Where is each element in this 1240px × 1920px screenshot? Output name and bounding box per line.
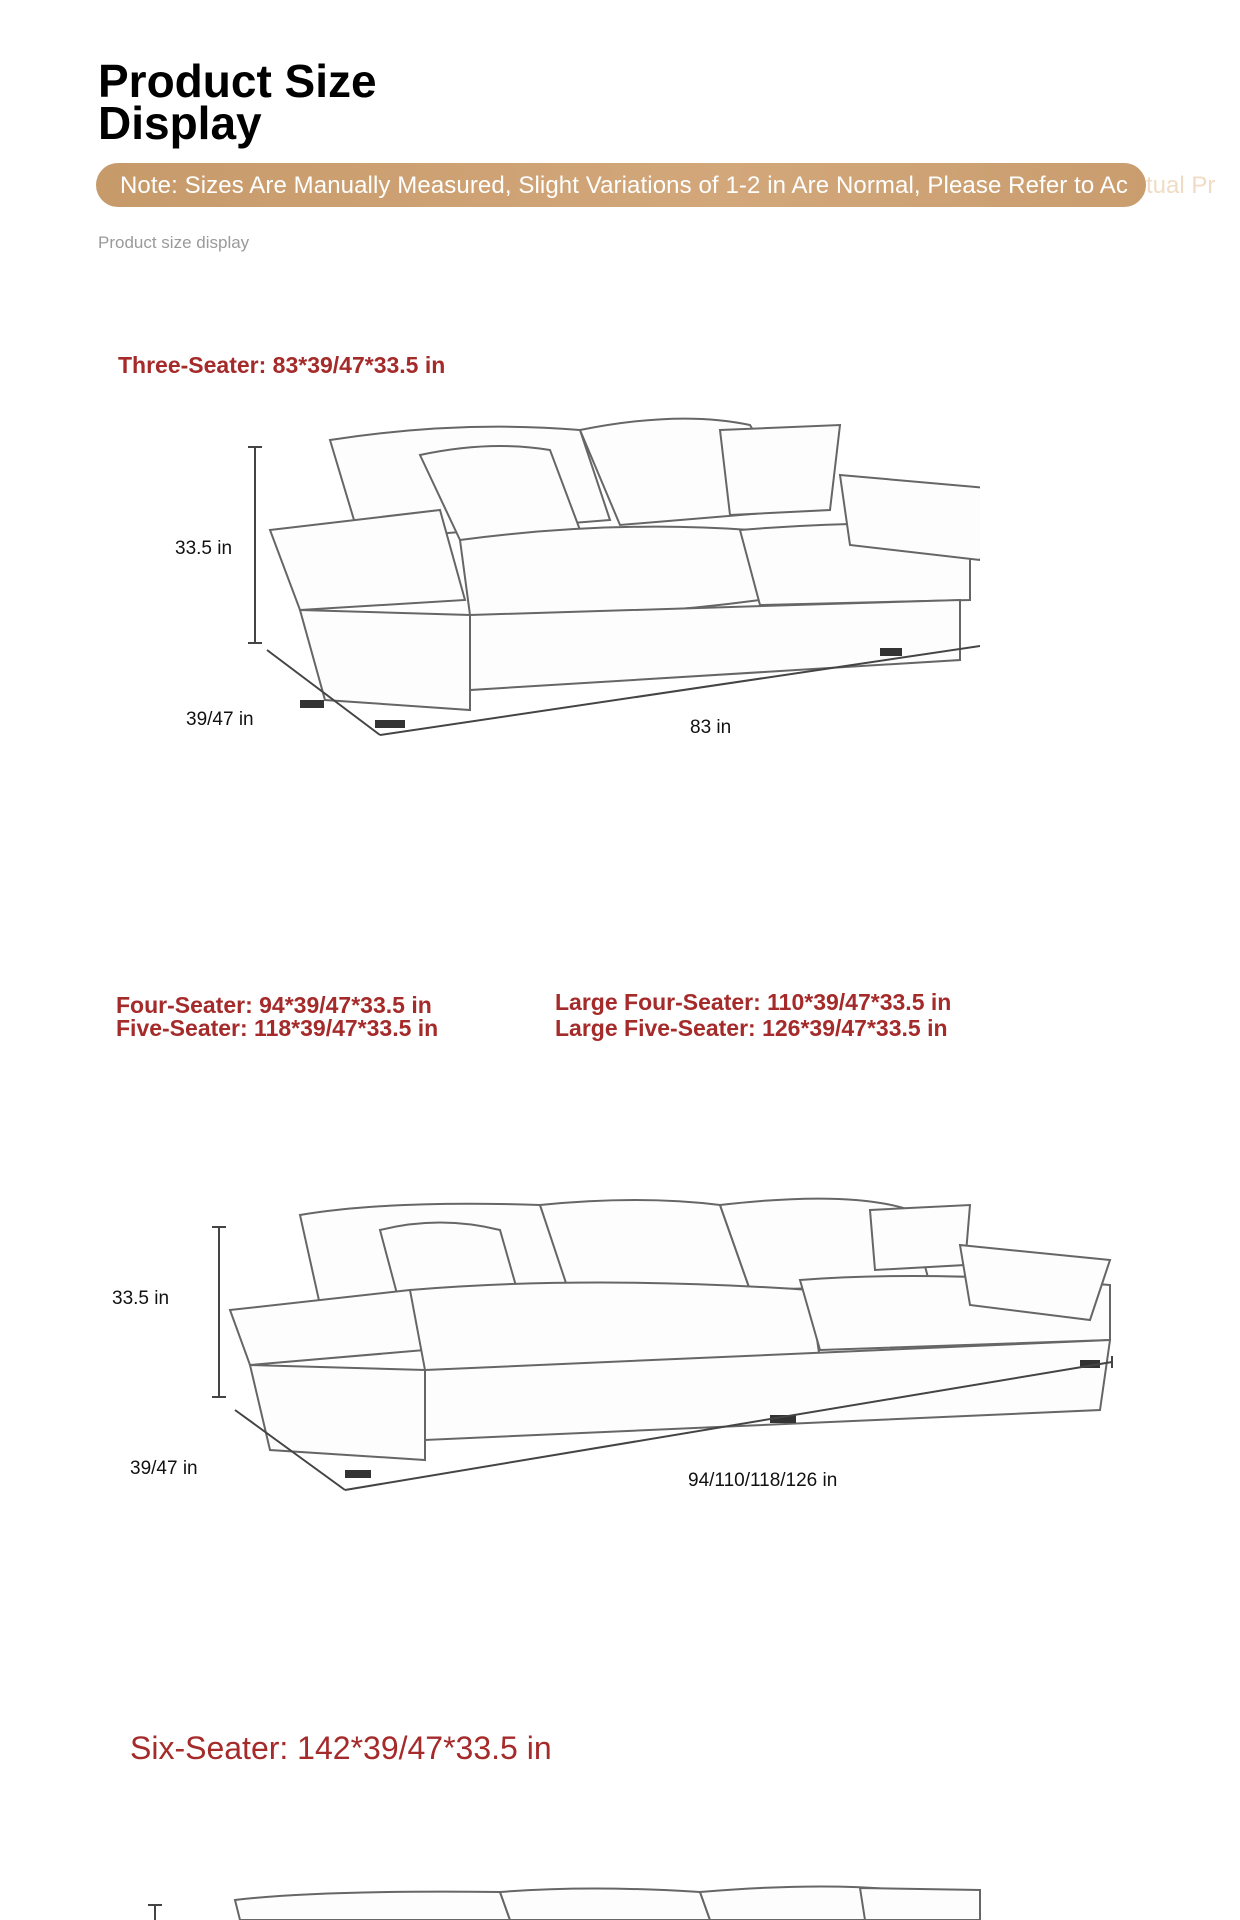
page-title: Product Size Display — [98, 55, 377, 149]
five-seater-width-label: 94/110/118/126 in — [688, 1470, 838, 1491]
three-seater-spec: Three-Seater: 83*39/47*33.5 in — [118, 352, 446, 378]
five-seater-spec: Five-Seater: 118*39/47*33.5 in — [116, 1015, 439, 1041]
three-seater-height-label: 33.5 in — [175, 538, 233, 559]
note-overflow-text: tual Pr — [1146, 172, 1216, 199]
five-seater-dimension-lines — [0, 1200, 1240, 1500]
three-seater-depth-label: 39/47 in — [186, 709, 254, 730]
note-banner — [96, 163, 1146, 207]
six-seater-sofa-illustration — [140, 1870, 1000, 1920]
five-seater-depth-label: 39/47 in — [130, 1458, 198, 1479]
four-seater-spec: Four-Seater: 94*39/47*33.5 in — [116, 992, 432, 1018]
five-seater-height-label: 33.5 in — [112, 1288, 170, 1309]
large-four-seater-spec: Large Four-Seater: 110*39/47*33.5 in — [555, 989, 952, 1015]
three-seater-sofa-illustration — [160, 400, 980, 740]
large-five-seater-spec: Large Five-Seater: 126*39/47*33.5 in — [555, 1015, 948, 1041]
six-seater-spec: Six-Seater: 142*39/47*33.5 in — [130, 1730, 552, 1766]
three-seater-width-label: 83 in — [690, 717, 732, 738]
note-text: Note: Sizes Are Manually Measured, Slight Variations of 1-2 in Are Normal, Please Refer to Ac — [120, 172, 1128, 199]
section-caption: Product size display — [98, 233, 250, 252]
